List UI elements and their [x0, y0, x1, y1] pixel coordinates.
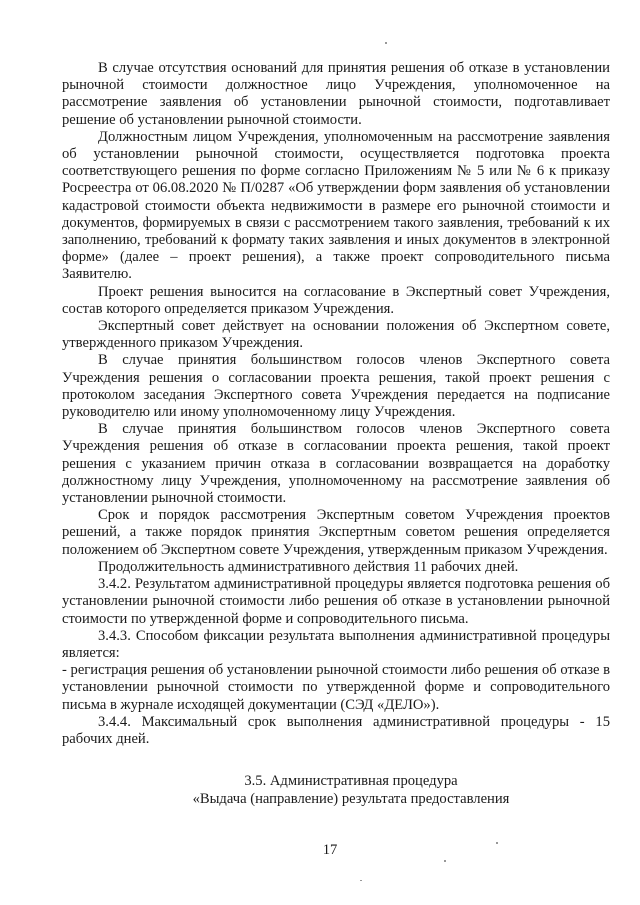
paragraph-6: В случае принятия большинством голосов членов Экспертного совета Учреждения решения об отказе в согласовании проекта решения, такой проект решения с указанием причин отказа в согласовании возвращается на доработку должностному лицу Учреждения, уполномоченному на рассмотрение заявления об установлении рыночной стоимости.	[62, 421, 610, 507]
scan-speck	[385, 42, 387, 44]
paragraph-10: 3.4.3. Способом фиксации результата выполнения административной процедуры является:	[62, 627, 610, 661]
paragraph-2: Должностным лицом Учреждения, уполномоченным на рассмотрение заявления об установлении рыночной стоимости, осуществляется подготовка проекта соответствующего решения по форме согласно Приложениям № 5 или № 6 к приказу Росреестра от 06.08.2020 № П/0287 «Об утверждении форм заявления об установлении кадастровой стоимости объекта недвижимости в размере его рыночной стоимости и документов, формируемых в связи с рассмотрением такого заявления, требований к их заполнению, требований к формату таких заявления и иных документов в электронной форме» (далее – проект решения), а также проект сопроводительного письма Заявителю.	[62, 128, 610, 283]
scan-speck	[360, 880, 362, 881]
scan-speck	[496, 842, 498, 844]
scan-speck	[444, 860, 446, 862]
paragraph-12: 3.4.4. Максимальный срок выполнения административной процедуры - 15 рабочих дней.	[62, 713, 610, 747]
section-heading	[62, 772, 610, 808]
section-heading-line-2: «Выдача (направление) результата предоставления	[192, 791, 510, 808]
section-heading-line-1: 3.5. Административная процедура	[244, 773, 458, 790]
paragraph-3: Проект решения выносится на согласование в Экспертный совет Учреждения, состав которого определяется приказом Учреждения.	[62, 283, 610, 317]
paragraph-11-list-item: - регистрация решения об установлении рыночной стоимости либо решения об отказе в установлении рыночной стоимости по утвержденной форме и сопроводительного письма в журнале исходящей документации (СЭД «ДЕЛО»).	[62, 662, 610, 713]
paragraph-9: 3.4.2. Результатом административной процедуры является подготовка решения об установлении рыночной стоимости либо решения об отказе в установлении рыночной стоимости по утвержденной форме и сопроводительного письма.	[62, 576, 610, 627]
paragraph-7: Срок и порядок рассмотрения Экспертным советом Учреждения проектов решений, а также порядок принятия Экспертным советом решения определяется положением об Экспертном совете Учреждения, утвержденным приказом Учреждения.	[62, 507, 610, 558]
page-number: 17	[322, 842, 338, 858]
paragraph-5: В случае принятия большинством голосов членов Экспертного совета Учреждения решения о согласовании проекта решения, такой проект решения с протоколом заседания Экспертного совета Учреждения передается на подписание руководителю или иному уполномоченному лицу Учреждения.	[62, 352, 610, 421]
paragraph-8: Продолжительность административного действия 11 рабочих дней.	[98, 558, 519, 575]
document-body	[62, 60, 610, 808]
paragraph-4: Экспертный совет действует на основании положения об Экспертном совете, утвержденного приказом Учреждения.	[62, 318, 610, 352]
paragraph-1: В случае отсутствия оснований для принятия решения об отказе в установлении рыночной стоимости должностное лицо Учреждения, уполномоченное на рассмотрение заявления об установлении рыночной стоимости, подготавливает решение об установлении рыночной стоимости.	[62, 60, 610, 128]
